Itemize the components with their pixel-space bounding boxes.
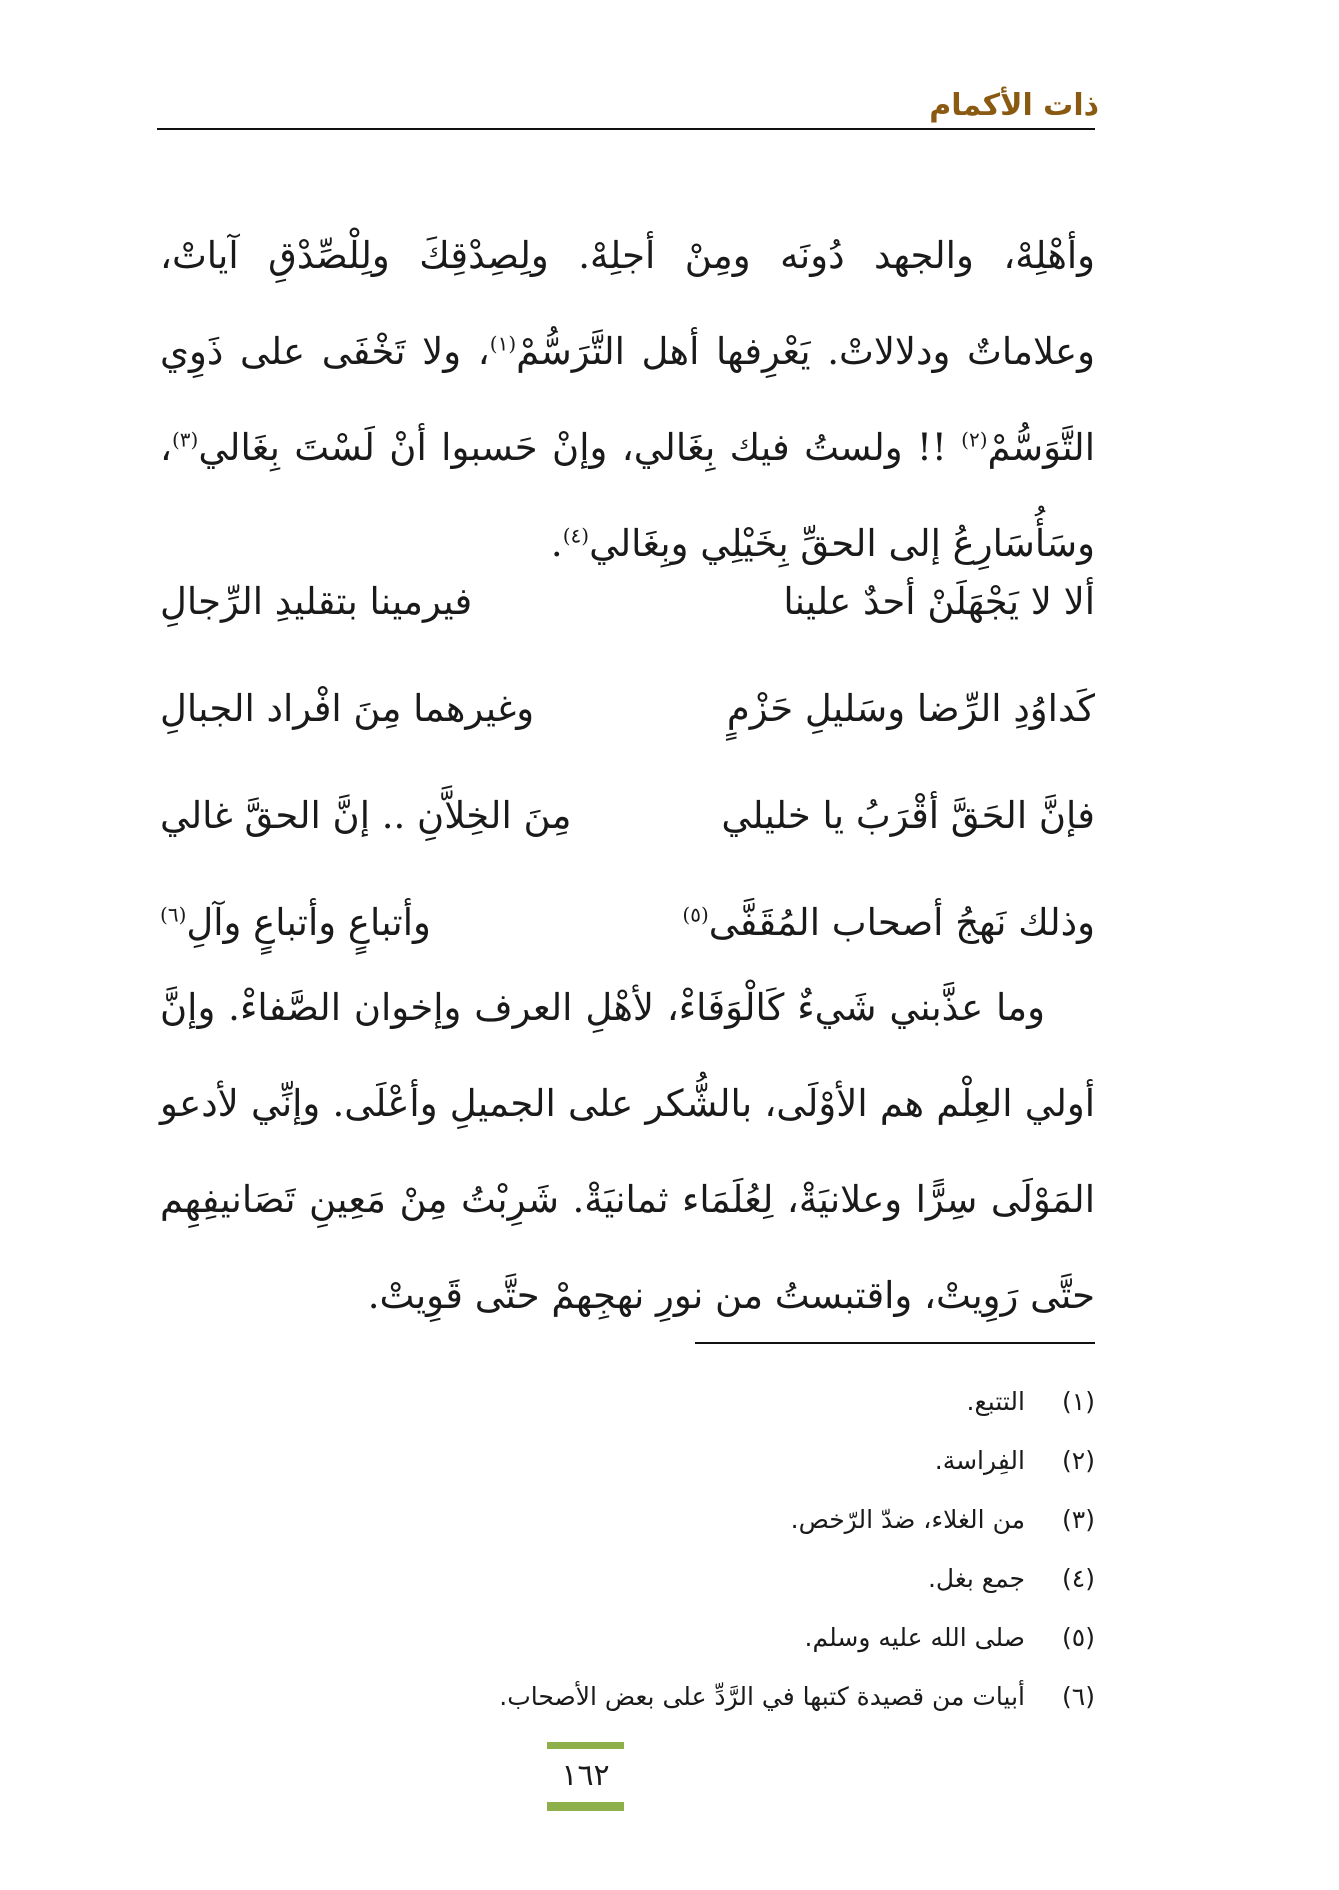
footnote-number: (٦) bbox=[1062, 1682, 1095, 1711]
paragraph-2: وما عذَّبني شَيءٌ كَالْوَفَاءْ، لأهْلِ العرف وإخوان الصَّفاءْ. وإنَّ أولي العِلْم هم الأوْلَى، بالشُّكر على الجميلِ وأعْلَى. وإنِّي لأدعو المَوْلَى سِرًّا وعلانيَةْ، لِعُلَمَاء ثمانيَةْ. شَرِبْتُ مِنْ مَعِينِ تَصَانيفِهِم حتَّى رَوِيتْ، واقتبستُ من نورِ نهجِهمْ حتَّى قَوِيتْ. bbox=[160, 986, 1095, 1317]
footnote-number: (٢) bbox=[1062, 1446, 1095, 1475]
verse-3 bbox=[160, 762, 1095, 869]
paragraph-1-text-e: . bbox=[550, 522, 563, 565]
footnote-5 bbox=[195, 1608, 1095, 1667]
footnote-text: أبيات من قصيدة كتبها في الرَّدِّ على بعض الأصحاب. bbox=[499, 1682, 1025, 1711]
verse-4-first-text: وذلك نَهجُ أصحاب المُقَفَّى bbox=[708, 901, 1095, 944]
footnote-separator bbox=[695, 1342, 1095, 1344]
footnote-text: جمع بغل. bbox=[927, 1564, 1025, 1593]
verse-2-second-hemistich: وغيرهما مِنَ افْراد الجبالِ bbox=[160, 687, 535, 730]
verse-3-first-hemistich: فإنَّ الحَقَّ أقْرَبُ يا خليلي bbox=[721, 794, 1095, 837]
footnote-4 bbox=[195, 1549, 1095, 1608]
header-rule bbox=[157, 128, 1095, 130]
page-number-bottom-bar bbox=[547, 1802, 624, 1811]
footnote-1 bbox=[195, 1372, 1095, 1431]
footnote-text: التتبع. bbox=[966, 1387, 1025, 1416]
verse-2 bbox=[160, 655, 1095, 762]
verse-1-second-hemistich: فيرمينا بتقليدِ الرِّجالِ bbox=[160, 580, 473, 623]
footnote-text: الفِراسة. bbox=[934, 1446, 1025, 1475]
verse-1 bbox=[160, 548, 1095, 655]
footnote-ref-2[interactable]: (٢) bbox=[961, 427, 988, 452]
poem bbox=[160, 548, 1095, 976]
running-title: ذات الأكمام bbox=[929, 88, 1099, 123]
footnote-number: (١) bbox=[1062, 1387, 1095, 1416]
paragraph-1-text-a: وأهْلِهْ، والجهد دُونَه ومِنْ أجلِهْ. ولِصِدْقِكَ ولِلْصِّدْقِ آياتْ، وعلاماتٌ ودلالاتْ. يَعْرِفها أهل التَّرَسُّمْ bbox=[160, 234, 1095, 373]
page-number-top-bar bbox=[547, 1742, 624, 1749]
verse-1-first-hemistich: ألا لا يَجْهَلَنْ أحدٌ علينا bbox=[783, 580, 1095, 623]
footnote-6 bbox=[195, 1667, 1095, 1726]
footnote-text: صلى الله عليه وسلم. bbox=[804, 1623, 1025, 1652]
paragraph-1-text-c: !! ولستُ فيك بِغَالي، وإنْ حَسبوا أنْ لَسْتَ بِغَالي bbox=[198, 426, 962, 469]
footnote-ref-3[interactable]: (٣) bbox=[171, 427, 199, 452]
verse-4-second-text: وأتباعٍ وأتباعٍ وآلِ bbox=[186, 901, 431, 944]
footnote-3 bbox=[195, 1490, 1095, 1549]
footnote-number: (٥) bbox=[1062, 1623, 1095, 1652]
footnote-2 bbox=[195, 1431, 1095, 1490]
paragraph-1 bbox=[160, 208, 1095, 592]
verse-3-second-hemistich: مِنَ الخِلاَّنِ .. إنَّ الحقَّ غالي bbox=[160, 794, 572, 837]
footnotes-list bbox=[195, 1372, 1095, 1726]
verse-2-first-hemistich: كَداوُدِ الرِّضا وسَليلِ حَزْمٍ bbox=[726, 687, 1095, 730]
footnote-ref-6[interactable]: (٦) bbox=[160, 902, 187, 927]
page-number: ١٦٢ bbox=[561, 1758, 610, 1793]
footnote-ref-5[interactable]: (٥) bbox=[682, 902, 709, 927]
footnote-number: (٤) bbox=[1062, 1564, 1095, 1593]
footnote-number: (٣) bbox=[1062, 1505, 1095, 1534]
footnote-ref-1[interactable]: (١) bbox=[489, 331, 517, 356]
footnote-ref-4[interactable]: (٤) bbox=[562, 523, 590, 548]
paragraph-1-text-d: ، وسَأُسَارِعُ إلى الحقِّ بِخَيْلِي وبِغَالي bbox=[160, 426, 1095, 565]
footnote-text: من الغلاء، ضدّ الرّخص. bbox=[790, 1505, 1025, 1534]
paragraph-1-text-b: ، ولا تَخْفَى على ذَوِي التَّوَسُّمْ bbox=[160, 330, 1095, 469]
